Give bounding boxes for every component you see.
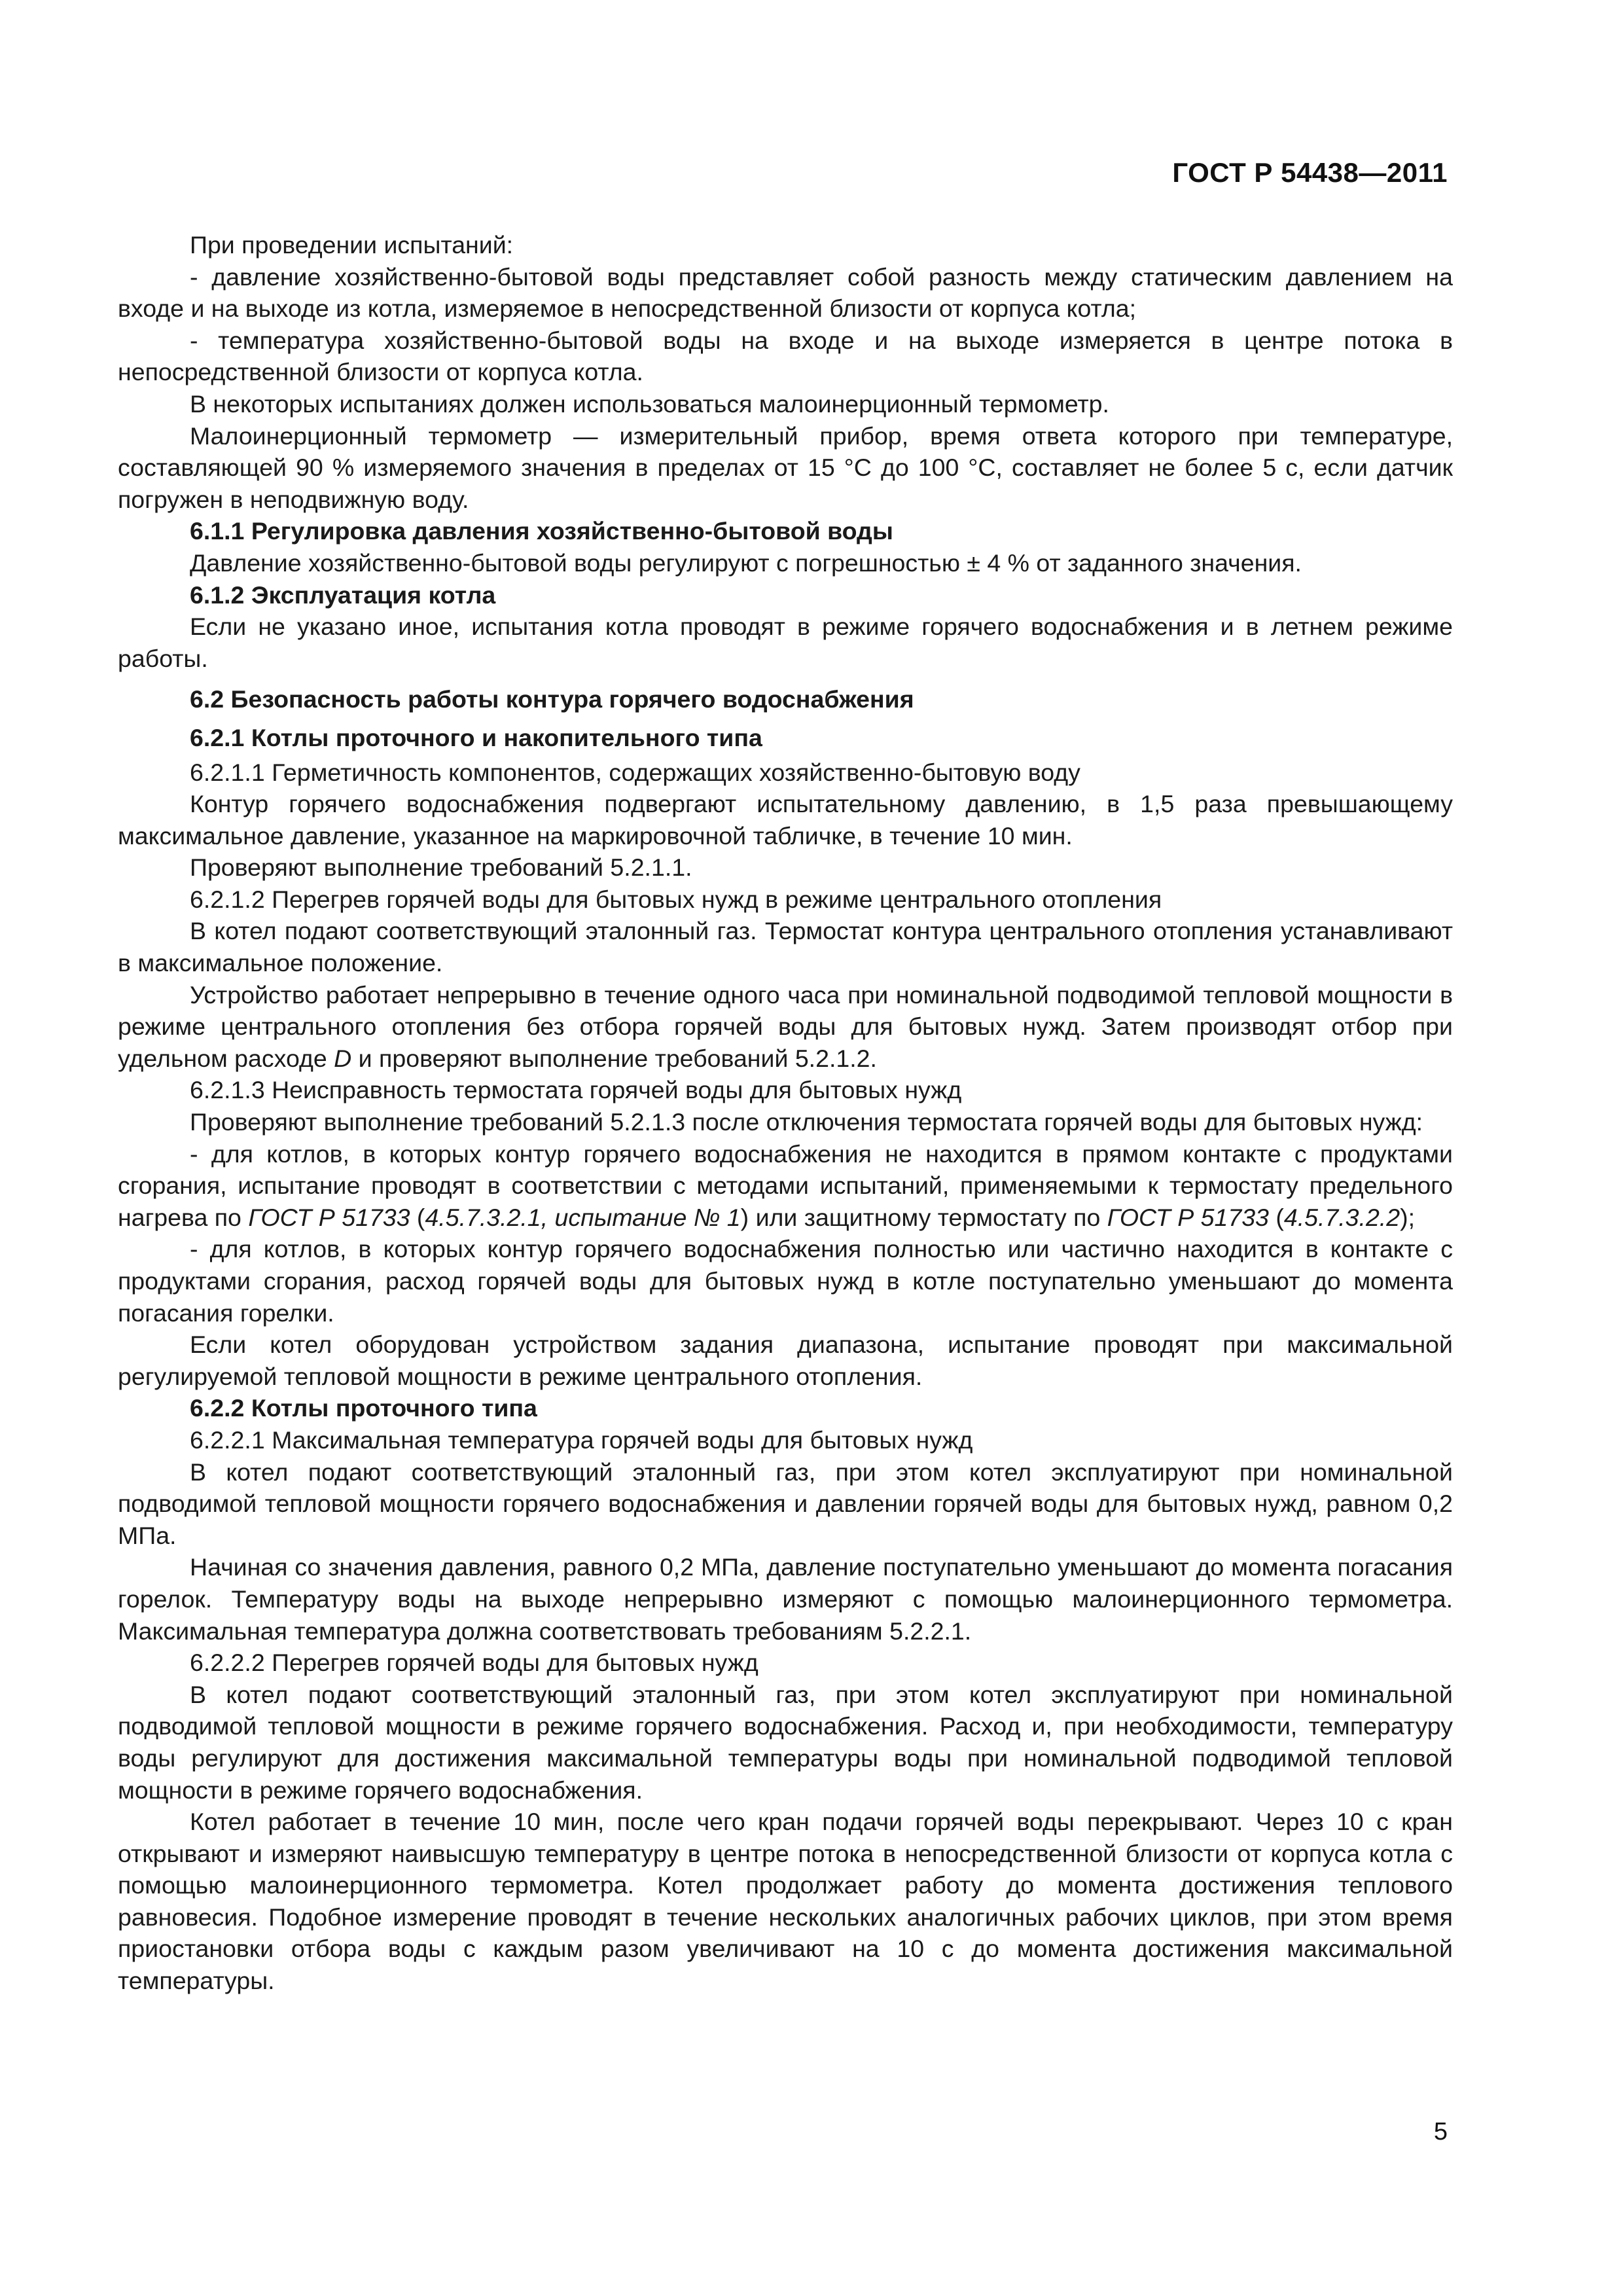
paragraph: В котел подают соответствующий эталонный газ, при этом котел эксплуатируют при номинальной подводимой тепловой мощности в режиме горячего водоснабжения. Расход и, при необходимости, температуру воды регулируют для достижения максимальной температуры воды при номинальной подводимой тепловой мощности в режиме горячего водоснабжения.	[118, 1680, 1453, 1804]
clause-reference: 4.5.7.3.2.2	[1283, 1203, 1400, 1231]
paragraph: Контур горячего водоснабжения подвергают испытательному давлению, в 1,5 раза превышающему максимальное давление, указанное на маркировочной табличке, в течение 10 мин.	[118, 790, 1453, 850]
paragraph: Давление хозяйственно-бытовой воды регулируют с погрешностью ± 4 % от заданного значения.	[190, 548, 1302, 577]
paragraph: Проверяют выполнение требований 5.2.1.1.	[190, 853, 692, 882]
paragraph: Котел работает в течение 10 мин, после чего кран подачи горячей воды перекрывают. Через 10 с кран открывают и измеряют наивысшую температуру в центре потока в непосредственной близости от корпуса котла с помощью малоинерционного термометра. Котел продолжает работу до момента достижения теплового равновесия. Подобное измерение проводят в течение нескольких аналогичных рабочих циклов, при этом время приостановки отбора воды с каждым разом увеличивают на 10 с до момента достижения максимальной температуры.	[118, 1808, 1453, 1995]
paragraph: Если котел оборудован устройством задания диапазона, испытание проводят при максимальной регулируемой тепловой мощности в режиме центрального отопления.	[118, 1331, 1453, 1390]
paragraph: В котел подают соответствующий эталонный газ. Термостат контура центрального отопления устанавливают в максимальное положение.	[118, 917, 1453, 977]
text-run: - для котлов, в которых контур горячего водоснабжения не находится в прямом контакте с продуктами сгорания, испытание проводят в соответствии с методами испытаний, применяемыми к термостату предельного нагрева по	[118, 1139, 1453, 1231]
paragraph: В котел подают соответствующий эталонный газ, при этом котел эксплуатируют при номинальной подводимой тепловой мощности горячего водоснабжения и давлении горячей воды для бытовых нужд, равном 0,2 МПа.	[118, 1458, 1453, 1549]
paragraph: Если не указано иное, испытания котла проводят в режиме горячего водоснабжения и в летнем режиме работы.	[118, 613, 1453, 672]
text-run: (	[410, 1203, 425, 1231]
paragraph	[118, 1138, 1453, 1234]
section-heading-6-2-2: 6.2.2 Котлы проточного типа	[190, 1394, 537, 1422]
section-heading-6-1-1: 6.1.1 Регулировка давления хозяйственно-бытовой воды	[190, 517, 893, 545]
paragraph: 6.2.1.3 Неисправность термостата горячей воды для бытовых нужд	[190, 1076, 962, 1104]
paragraph: При проведении испытаний:	[190, 231, 514, 259]
paragraph: 6.2.1.1 Герметичность компонентов, содержащих хозяйственно-бытовую воду	[190, 758, 1080, 786]
page-number: 5	[1433, 2118, 1448, 2145]
paragraph: Проверяют выполнение требований 5.2.1.3 после отключения термостата горячей воды для бытовых нужд:	[190, 1108, 1423, 1136]
paragraph	[118, 979, 1453, 1075]
document-header: ГОСТ Р 54438—2011	[1172, 157, 1448, 188]
text-run: Устройство работает непрерывно в течение одного часа при номинальной подводимой тепловой мощности в режиме центрального отопления без отбора горячей воды для бытовых нужд. Затем производят отбор при удельном расходе	[118, 980, 1453, 1072]
standard-reference: ГОСТ Р 51733	[248, 1203, 410, 1231]
clause-reference: 4.5.7.3.2.1, испытание № 1	[425, 1203, 741, 1231]
paragraph: В некоторых испытаниях должен использоваться малоинерционный термометр.	[190, 389, 1109, 418]
paragraph: Начиная со значения давления, равного 0,2 МПа, давление поступательно уменьшают до момента погасания горелок. Температуру воды на выходе непрерывно измеряют с помощью малоинерционного термометра. Максимальная температура должна соответствовать требованиям 5.2.2.1.	[118, 1553, 1453, 1645]
paragraph: 6.2.2.1 Максимальная температура горячей воды для бытовых нужд	[190, 1426, 973, 1454]
paragraph: Малоинерционный термометр — измерительный прибор, время ответа которого при температуре, составляющей 90 % измеряемого значения в пределах от 15 °С до 100 °С, составляет не более 5 с, если датчик погружен в неподвижную воду.	[118, 422, 1453, 513]
section-heading-6-1-2: 6.1.2 Эксплуатация котла	[190, 581, 496, 609]
document-body	[118, 229, 1453, 1997]
section-heading-6-2-1: 6.2.1 Котлы проточного и накопительного типа	[190, 723, 762, 751]
paragraph: 6.2.1.2 Перегрев горячей воды для бытовых нужд в режиме центрального отопления	[190, 885, 1162, 913]
paragraph: - для котлов, в которых контур горячего водоснабжения полностью или частично находится в контакте с продуктами сгорания, расход горячей воды для бытовых нужд в котле поступательно уменьшают до момента погасания горелки.	[118, 1235, 1453, 1327]
section-heading-6-2: 6.2 Безопасность работы контура горячего водоснабжения	[190, 685, 914, 713]
paragraph: - давление хозяйственно-бытовой воды представляет собой разность между статическим давлением на входе и на выходе из котла, измеряемое в непосредственной близости от корпуса котла;	[118, 262, 1453, 323]
paragraph: 6.2.2.2 Перегрев горячей воды для бытовых нужд	[190, 1649, 758, 1677]
text-run: );	[1400, 1203, 1415, 1231]
variable-d: D	[334, 1044, 352, 1072]
paragraph: - температура хозяйственно-бытовой воды на входе и на выходе измеряется в центре потока в непосредственной близости от корпуса котла.	[118, 326, 1453, 386]
text-run: и проверяют выполнение требований 5.2.1.2.	[351, 1044, 877, 1072]
text-run: (	[1268, 1203, 1284, 1231]
text-run: ) или защитному термостату по	[740, 1203, 1107, 1231]
standard-reference: ГОСТ Р 51733	[1107, 1203, 1269, 1231]
